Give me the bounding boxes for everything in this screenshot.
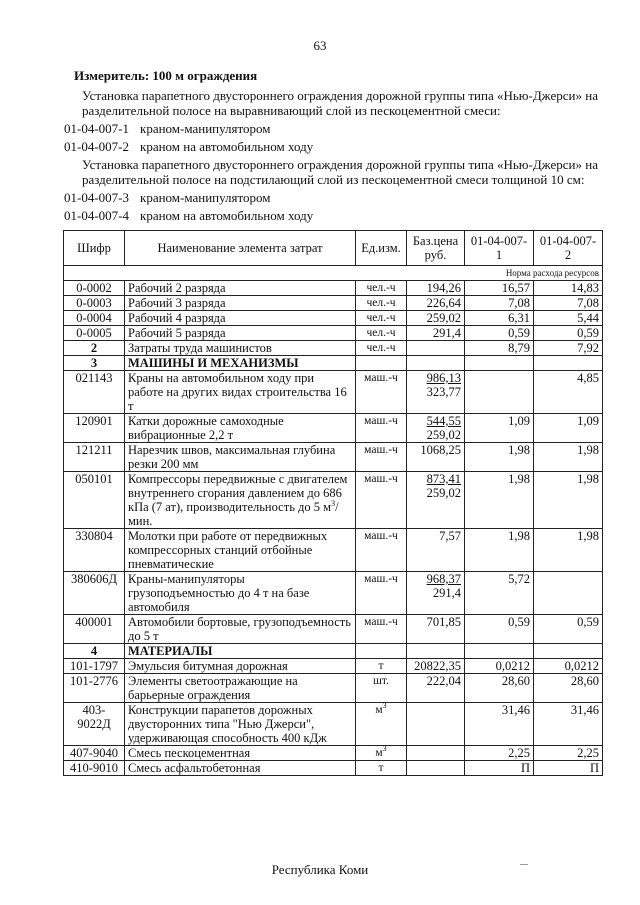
empty-cell — [356, 356, 407, 371]
code-cell: 0-0002 — [64, 281, 125, 296]
value-col1: 1,98 — [465, 443, 534, 472]
code-cell: 101-2776 — [64, 674, 125, 703]
code-cell: 0-0004 — [64, 311, 125, 326]
header-price: Баз.цена руб. — [407, 231, 465, 266]
price-cell — [407, 341, 465, 356]
name-cell: Рабочий 2 разряда — [125, 281, 356, 296]
name-cell: Краны на автомобильном ходу при работе на других видах строительства 16 т — [125, 371, 356, 414]
name-cell: Рабочий 3 разряда — [125, 296, 356, 311]
code-line: 01-04-007-3 краном-манипулятором — [64, 190, 271, 205]
value-col2: 4,85 — [534, 371, 603, 414]
price-cell: 222,04 — [407, 674, 465, 703]
value-col1: 31,46 — [465, 703, 534, 746]
table-row — [64, 659, 603, 674]
value-col1: 7,08 — [465, 296, 534, 311]
value-col1 — [465, 371, 534, 414]
value-col2: 7,08 — [534, 296, 603, 311]
value-col2: 2,25 — [534, 746, 603, 761]
unit-cell: маш.-ч — [356, 615, 407, 644]
price-cell — [407, 572, 465, 615]
value-col2: 0,59 — [534, 615, 603, 644]
price-primary: 968,37 — [426, 572, 461, 586]
value-col1: 0,59 — [465, 326, 534, 341]
unit-cell: маш.-ч — [356, 414, 407, 443]
price-primary: 873,41 — [426, 472, 461, 486]
unit-cell: маш.-ч — [356, 572, 407, 615]
table-row — [64, 572, 603, 615]
code-cell: 407-9040 — [64, 746, 125, 761]
value-col1: 6,31 — [465, 311, 534, 326]
value-col2: 28,60 — [534, 674, 603, 703]
value-col2: 1,98 — [534, 529, 603, 572]
price-cell: 701,85 — [407, 615, 465, 644]
code-cell: 400001 — [64, 615, 125, 644]
price-secondary: 323,77 — [426, 385, 461, 399]
empty-cell — [407, 356, 465, 371]
value-col2: 5,44 — [534, 311, 603, 326]
table-row — [64, 615, 603, 644]
section-title: МАТЕРИАЛЫ — [125, 644, 356, 659]
value-col1: 16,57 — [465, 281, 534, 296]
price-cell: 7,57 — [407, 529, 465, 572]
name-cell: Рабочий 5 разряда — [125, 326, 356, 341]
value-col2: 0,0212 — [534, 659, 603, 674]
code-cell: 021143 — [64, 371, 125, 414]
name-cell: Элементы светоотражающие на барьерные ограждения — [125, 674, 356, 703]
table-body — [64, 266, 603, 776]
name-cell: Смесь асфальтобетонная — [125, 761, 356, 776]
name-cell: Нарезчик швов, максимальная глубина резки 200 мм — [125, 443, 356, 472]
value-col1: П — [465, 761, 534, 776]
empty-cell — [534, 356, 603, 371]
table-header-row — [64, 231, 603, 266]
name-cell: Молотки при работе от передвижных компрессорных станций отбойные пневматические — [125, 529, 356, 572]
price-secondary: 259,02 — [426, 486, 461, 500]
norm-label-row — [64, 266, 603, 281]
value-col2: 1,09 — [534, 414, 603, 443]
price-primary: 544,55 — [426, 414, 461, 428]
code-line: 01-04-007-2 краном на автомобильном ходу — [64, 139, 314, 154]
code-cell: 403-9022Д — [64, 703, 125, 746]
value-col2: 31,46 — [534, 703, 603, 746]
empty-cell — [465, 356, 534, 371]
header-name: Наименование элемента затрат — [125, 231, 356, 266]
code-cell: 330804 — [64, 529, 125, 572]
price-cell — [407, 414, 465, 443]
price-primary: 986,13 — [426, 371, 461, 385]
code-cell: 2 — [64, 341, 125, 356]
table-row — [64, 529, 603, 572]
name-cell: Катки дорожные самоходные вибрационные 2,2 т — [125, 414, 356, 443]
price-secondary: 291,4 — [432, 586, 461, 600]
price-cell: 259,02 — [407, 311, 465, 326]
unit-cell: маш.-ч — [356, 529, 407, 572]
value-col2: П — [534, 761, 603, 776]
code-cell: 120901 — [64, 414, 125, 443]
code-cell: 0-0005 — [64, 326, 125, 341]
empty-cell — [356, 644, 407, 659]
value-col1: 28,60 — [465, 674, 534, 703]
price-cell: 1068,25 — [407, 443, 465, 472]
value-col1: 5,72 — [465, 572, 534, 615]
code-cell: 050101 — [64, 472, 125, 529]
unit-cell: чел.-ч — [356, 326, 407, 341]
section-title: МАШИНЫ И МЕХАНИЗМЫ — [125, 356, 356, 371]
price-cell: 194,26 — [407, 281, 465, 296]
price-cell — [407, 746, 465, 761]
empty-cell — [465, 644, 534, 659]
table-row — [64, 761, 603, 776]
empty-cell — [534, 644, 603, 659]
name-cell: Затраты труда машинистов — [125, 341, 356, 356]
unit-cell: $м^3$ — [356, 746, 407, 761]
code-line: 01-04-007-4 краном на автомобильном ходу — [64, 208, 314, 223]
table-row — [64, 472, 603, 529]
code-cell: 0-0003 — [64, 296, 125, 311]
intro-paragraph-1: Установка парапетного двустороннего ограждения дорожной группы типа «Нью-Джерси» на разделительной полосе на выравнивающий слой из пескоцементной смеси: — [82, 88, 598, 118]
unit-cell: чел.-ч — [356, 341, 407, 356]
empty-cell — [407, 644, 465, 659]
value-col1: 1,09 — [465, 414, 534, 443]
unit-cell: маш.-ч — [356, 443, 407, 472]
norm-label: Норма расхода ресурсов — [64, 266, 603, 281]
price-cell: 291,4 — [407, 326, 465, 341]
name-cell: Конструкции парапетов дорожных двусторонних типа "Нью Джерси", удерживающая способность 400 кДж — [125, 703, 356, 746]
price-cell: 20822,35 — [407, 659, 465, 674]
code-cell: 410-9010 — [64, 761, 125, 776]
name-cell: Краны-манипуляторы грузоподъемностью до 4 т на базе автомобиля — [125, 572, 356, 615]
name-cell: Смесь пескоцементная — [125, 746, 356, 761]
unit-cell: $м^3$ — [356, 703, 407, 746]
value-col2: 0,59 — [534, 326, 603, 341]
header-col1: 01-04-007-1 — [465, 231, 534, 266]
page-number: 63 — [313, 38, 327, 53]
price-cell — [407, 472, 465, 529]
unit-cell: чел.-ч — [356, 311, 407, 326]
section-row — [64, 356, 603, 371]
table-row — [64, 326, 603, 341]
unit-cell: т — [356, 659, 407, 674]
table-row — [64, 443, 603, 472]
table-row — [64, 371, 603, 414]
code-cell: 380606Д — [64, 572, 125, 615]
table-row — [64, 341, 603, 356]
table-row — [64, 296, 603, 311]
unit-cell: т — [356, 761, 407, 776]
section-code: 3 — [64, 356, 125, 371]
unit-cell: чел.-ч — [356, 296, 407, 311]
value-col1: 8,79 — [465, 341, 534, 356]
price-cell — [407, 371, 465, 414]
footer-mark — [520, 864, 528, 865]
value-col2: 1,98 — [534, 443, 603, 472]
section-row — [64, 644, 603, 659]
name-cell: Эмульсия битумная дорожная — [125, 659, 356, 674]
unit-cell: шт. — [356, 674, 407, 703]
header-code: Шифр — [64, 231, 125, 266]
footer-region: Республика Коми — [271, 862, 369, 877]
table-row — [64, 311, 603, 326]
price-secondary: 259,02 — [426, 428, 461, 442]
code-cell: 101-1797 — [64, 659, 125, 674]
code-line: 01-04-007-1 краном-манипулятором — [64, 121, 271, 136]
name-cell: Автомобили бортовые, грузоподъемность до 5 т — [125, 615, 356, 644]
price-cell: 226,64 — [407, 296, 465, 311]
table-row — [64, 703, 603, 746]
value-col2: 14,83 — [534, 281, 603, 296]
unit-cell: маш.-ч — [356, 472, 407, 529]
name-cell: Компрессоры передвижные с двигателем внутреннего сгорания давлением до 686 кПа (7 ат), производительность до 5 $м^3$/мин. — [125, 472, 356, 529]
header-unit: Ед.изм. — [356, 231, 407, 266]
table-row — [64, 414, 603, 443]
header-col2: 01-04-007-2 — [534, 231, 603, 266]
resource-table — [63, 230, 603, 776]
value-col1: 2,25 — [465, 746, 534, 761]
value-col1: 1,98 — [465, 529, 534, 572]
table-row — [64, 674, 603, 703]
code-cell: 121211 — [64, 443, 125, 472]
table-row — [64, 746, 603, 761]
value-col2 — [534, 572, 603, 615]
value-col2: 1,98 — [534, 472, 603, 529]
value-col1: 0,0212 — [465, 659, 534, 674]
price-cell — [407, 703, 465, 746]
value-col2: 7,92 — [534, 341, 603, 356]
price-cell — [407, 761, 465, 776]
unit-cell: маш.-ч — [356, 371, 407, 414]
section-code: 4 — [64, 644, 125, 659]
name-cell: Рабочий 4 разряда — [125, 311, 356, 326]
table-row — [64, 281, 603, 296]
value-col1: 1,98 — [465, 472, 534, 529]
intro-paragraph-2: Установка парапетного двустороннего ограждения дорожной группы типа «Нью-Джерси» на разделительной полосе на подстилающий слой из пескоцементной смеси толщиной 10 см: — [82, 157, 598, 187]
meter-heading: Измеритель: 100 м ограждения — [74, 68, 258, 83]
value-col1: 0,59 — [465, 615, 534, 644]
unit-cell: чел.-ч — [356, 281, 407, 296]
